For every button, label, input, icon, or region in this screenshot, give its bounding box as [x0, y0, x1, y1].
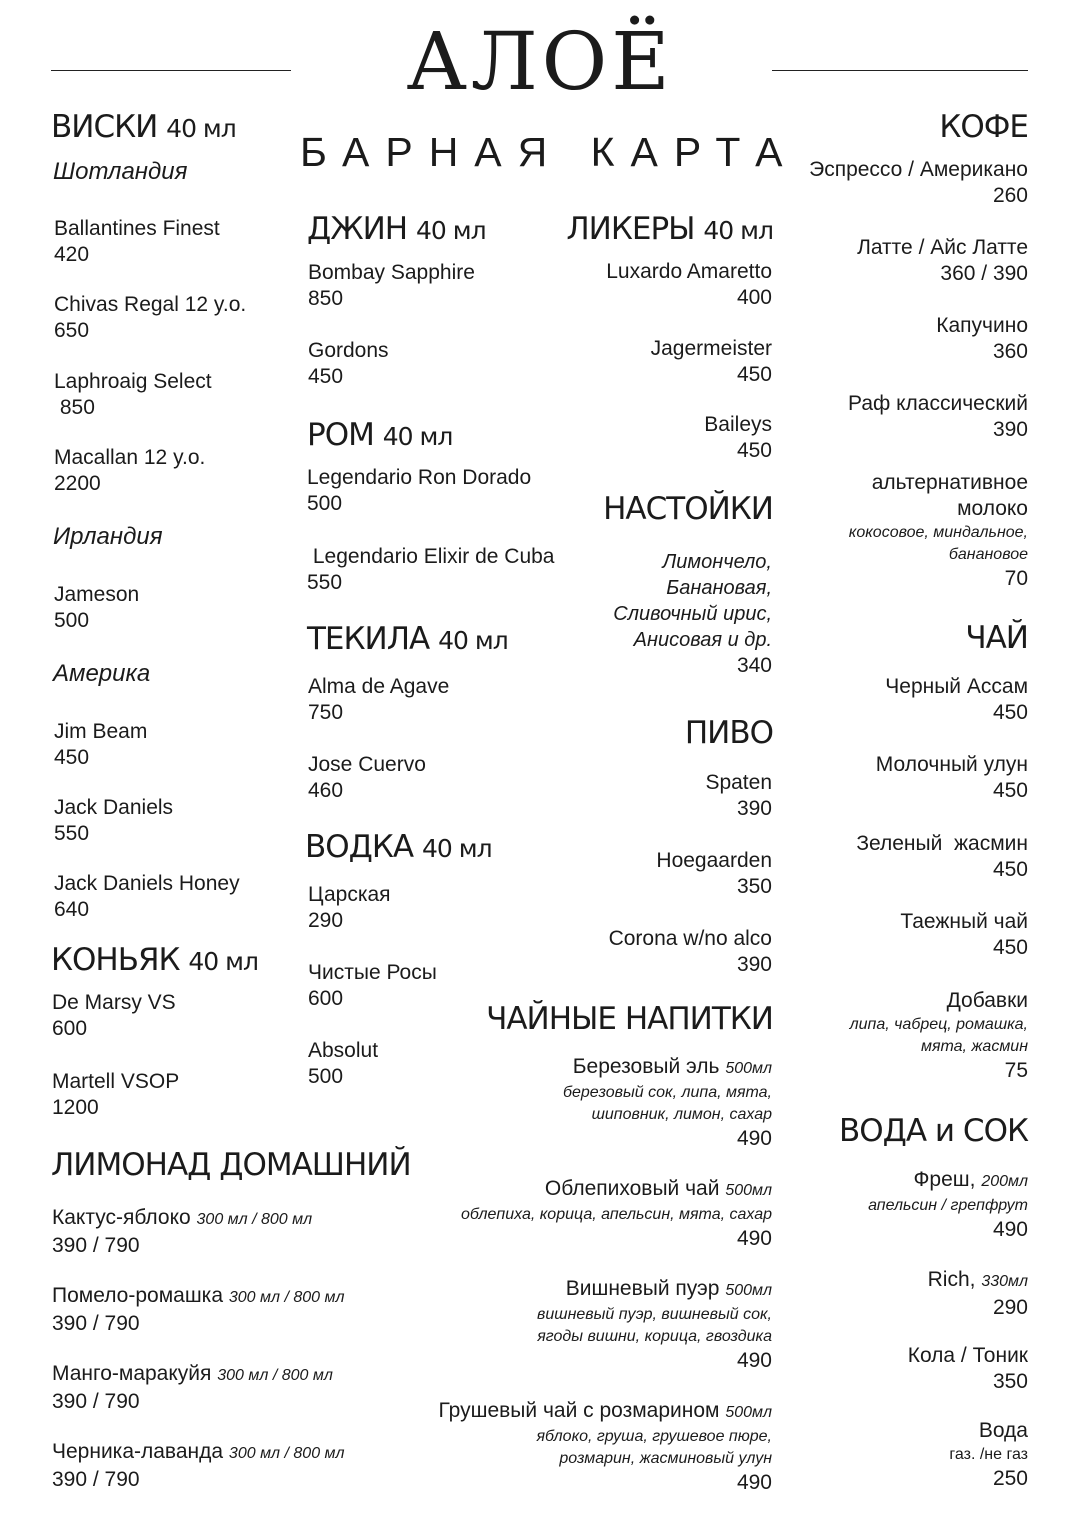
menu-item: Jim Beam 450 — [54, 720, 148, 769]
section-liqueurs-title: ЛИКЕРЫ 40 мл — [566, 211, 773, 247]
section-gin-title: ДЖИН 40 мл — [307, 211, 486, 247]
section-lemonade-title: ЛИМОНАД ДОМАШНИЙ — [51, 1147, 411, 1183]
menu-item: Кола / Тоник 350 — [907, 1344, 1028, 1393]
section-vodka-title: ВОДКА 40 мл — [305, 829, 492, 865]
page-subtitle: БАРНАЯ КАРТА — [300, 129, 799, 175]
section-rum-title: РОМ 40 мл — [307, 417, 453, 453]
section-cognac-title: КОНЬЯК 40 мл — [51, 942, 259, 978]
section-tea-drinks-title: ЧАЙНЫЕ НАПИТКИ — [486, 1001, 773, 1037]
section-whisky-title: ВИСКИ 40 мл — [51, 109, 236, 145]
menu-item: Царская 290 — [308, 883, 391, 932]
section-tequila-title: ТЕКИЛА 40 мл — [307, 621, 508, 657]
menu-item: альтернативное молоко кокосовое, миндальное, банановое 70 — [848, 471, 1028, 590]
menu-item: Латте / Айс Латте 360 / 390 — [857, 236, 1028, 285]
menu-item: Chivas Regal 12 y.o. 650 — [54, 293, 247, 342]
menu-item: Грушевый чай с розмарином 500мл яблоко, груша, грушевое пюре, розмарин, жасминовый улун 490 — [438, 1399, 772, 1494]
menu-item: Legendario Elixir de Cuba 550 — [307, 545, 555, 594]
menu-item: Вода газ. /не газ 250 — [949, 1419, 1028, 1490]
menu-item: Фреш, 200мл апельсин / грепфрут 490 — [868, 1168, 1028, 1241]
menu-item: Spaten 390 — [705, 771, 772, 820]
menu-item: Облепиховый чай 500мл облепиха, корица, апельсин, мята, сахар 490 — [460, 1177, 772, 1250]
menu-item: Laphroaig Select 850 — [54, 370, 212, 419]
menu-item: Jose Cuervo 460 — [308, 753, 426, 802]
menu-item: Jameson 500 — [54, 583, 140, 632]
menu-item: Bombay Sapphire 850 — [308, 261, 475, 310]
menu-item: Чистые Росы 600 — [308, 961, 437, 1010]
menu-item: Зеленый жасмин 450 — [856, 832, 1028, 881]
menu-item: Помело-ромашка 300 мл / 800 мл 390 / 790 — [52, 1284, 345, 1335]
menu-item: Березовый эль 500мл березовый сок, липа, мята, шиповник, лимон, сахар 490 — [562, 1055, 772, 1150]
region-america: Америка — [53, 660, 151, 687]
menu-item: Добавки липа, чабрец, ромашка, мята, жасмин 75 — [849, 989, 1028, 1082]
menu-item: Ballantines Finest 420 — [54, 217, 220, 266]
menu-item: Таежный чай 450 — [900, 910, 1028, 959]
region-scotland: Шотландия — [53, 158, 188, 185]
menu-item: Черный Ассам 450 — [885, 675, 1028, 724]
menu-item: Rich, 330мл 290 — [927, 1268, 1028, 1319]
menu-item: Кактус-яблоко 300 мл / 800 мл 390 / 790 — [52, 1206, 313, 1257]
section-water-juice-title: ВОДА и СОК — [838, 1113, 1028, 1149]
menu-item: Hoegaarden 350 — [656, 849, 772, 898]
section-tinctures-title: НАСТОЙКИ — [603, 491, 773, 527]
section-beer-title: ПИВО — [684, 715, 773, 751]
region-ireland: Ирландия — [53, 523, 163, 550]
menu-item: Капучино 360 — [936, 314, 1028, 363]
menu-item: Absolut 500 — [308, 1039, 379, 1088]
menu-item: Jack Daniels 550 — [54, 796, 174, 845]
section-coffee-title: КОФЕ — [939, 109, 1028, 145]
section-tea-title: ЧАЙ — [965, 620, 1028, 656]
menu-item: Legendario Ron Dorado 500 — [307, 466, 532, 515]
tinctures-list: Лимончело, Банановая, Сливочный ирис, Анисовая и др. 340 — [613, 551, 772, 677]
menu-item: Эспрессо / Американо 260 — [809, 158, 1028, 207]
menu-item: Corona w/no alco 390 — [608, 927, 772, 976]
menu-item: Alma de Agave 750 — [308, 675, 450, 724]
menu-item: Манго-маракуйя 300 мл / 800 мл 390 / 790 — [52, 1362, 333, 1413]
menu-item: Jagermeister 450 — [650, 337, 772, 386]
menu-item: Раф классический 390 — [848, 392, 1028, 441]
menu-item: Luxardo Amaretto 400 — [606, 260, 772, 309]
menu-item: Jack Daniels Honey 640 — [54, 872, 240, 921]
menu-item: Черника-лаванда 300 мл / 800 мл 390 / 790 — [52, 1440, 345, 1491]
menu-item: Macallan 12 y.o. 2200 — [54, 446, 206, 495]
menu-item: Martell VSOP 1200 — [52, 1070, 180, 1119]
brand-logo: АЛОЁ — [406, 15, 674, 108]
menu-item: De Marsy VS 600 — [52, 991, 176, 1040]
menu-item: Вишневый пуэр 500мл вишневый пуэр, вишневый сок, ягоды вишни, корица, гвоздика 490 — [537, 1277, 772, 1372]
menu-item: Молочный улун 450 — [875, 753, 1028, 802]
menu-item: Baileys 450 — [704, 413, 772, 462]
menu-item: Gordons 450 — [308, 339, 389, 388]
